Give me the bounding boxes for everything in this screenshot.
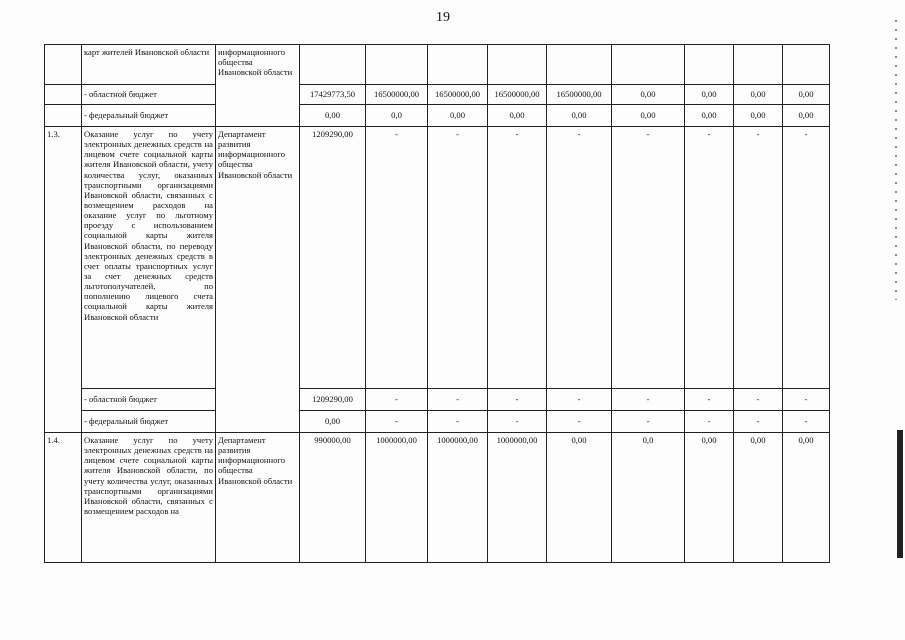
table-row: [45, 127, 830, 389]
value-cell: -: [488, 389, 547, 411]
row-number: 1.3.: [45, 127, 82, 433]
value-cell: -: [547, 127, 612, 389]
value-cell: -: [488, 127, 547, 389]
row-department: Департамент развития информационного общества Ивановской области: [216, 433, 300, 563]
value-cell: -: [685, 411, 734, 433]
table-row: [45, 45, 830, 85]
value-cell: -: [547, 411, 612, 433]
value-cell: -: [366, 389, 428, 411]
value-cell: -: [612, 389, 685, 411]
value-cell: 16500000,00: [366, 85, 428, 105]
value-cell: -: [734, 411, 783, 433]
value-cell: 0,00: [783, 85, 830, 105]
row-description: Оказание услуг по учету электронных денежных средств на лицевом счете социальной карты жителя Ивановской области, по учету количества услуг, оказанных транспортными организациями Ивановской области, связанных с возмещением расходов на: [82, 433, 216, 563]
table-row: [45, 411, 830, 433]
value-cell: 0,00: [685, 85, 734, 105]
row-number-cell: [45, 45, 82, 85]
value-cell: -: [783, 389, 830, 411]
value-cell: -: [428, 411, 488, 433]
value-cell: 16500000,00: [428, 85, 488, 105]
value-cell: 1000000,00: [488, 433, 547, 563]
value-cell: -: [612, 127, 685, 389]
value-cell: 1000000,00: [428, 433, 488, 563]
value-cell: 16500000,00: [547, 85, 612, 105]
value-cell: -: [366, 127, 428, 389]
source-label: - областной бюджет: [82, 85, 216, 105]
value-cell: 0,00: [300, 411, 366, 433]
row-department: Департамент развития информационного общества Ивановской области: [216, 127, 300, 433]
source-label: - федеральный бюджет: [82, 105, 216, 127]
table-row: [45, 105, 830, 127]
row-description: Оказание услуг по учету электронных денежных средств на лицевом счете социальной карты жителя Ивановской области, учету количества услуг, оказанных транспортными организациями Ивановской области, связанных с возмещением расходов на оказание услуг по льготному проезду с использованием социальной карты жителя Ивановской области, по переводу электронных денежных средств в счет оплаты транспортных услуг за счет денежных средств льготополучателей, по пополнению лицевого счета социальной карты жителя Ивановской области: [82, 127, 216, 389]
table-row: [45, 433, 830, 563]
value-cell: 0,00: [428, 105, 488, 127]
value-cell: 0,00: [734, 85, 783, 105]
value-cell: 1209290,00: [300, 389, 366, 411]
value-cell: 0,00: [783, 105, 830, 127]
value-cell: 17429773,50: [300, 85, 366, 105]
row-number: 1.4.: [45, 433, 82, 563]
source-label: - федеральный бюджет: [82, 411, 216, 433]
value-cell: -: [547, 389, 612, 411]
scan-dots: [895, 20, 897, 300]
source-label: - областной бюджет: [82, 389, 216, 411]
value-cell: 0,00: [612, 85, 685, 105]
value-cell: -: [734, 127, 783, 389]
value-cell: 0,00: [685, 105, 734, 127]
value-cell: -: [783, 127, 830, 389]
value-cell: -: [685, 127, 734, 389]
value-cell: 0,00: [734, 105, 783, 127]
table-row: [45, 389, 830, 411]
value-cell: 0,00: [547, 433, 612, 563]
value-cell: -: [428, 389, 488, 411]
scan-edge-marks: [891, 0, 905, 640]
value-cell: -: [428, 127, 488, 389]
value-cell: 0,00: [783, 433, 830, 563]
value-cell: -: [612, 411, 685, 433]
value-cell: -: [488, 411, 547, 433]
value-cell: -: [734, 389, 783, 411]
value-cell: 1000000,00: [366, 433, 428, 563]
value-cell: 0,00: [488, 105, 547, 127]
page-number: 19: [436, 10, 450, 25]
value-cell: 0,00: [300, 105, 366, 127]
value-cell: 0,0: [366, 105, 428, 127]
row-department: информационного общества Ивановской области: [216, 45, 300, 127]
row-description: карт жителей Ивановской области: [82, 45, 216, 85]
value-cell: 0,00: [612, 105, 685, 127]
value-cell: 0,0: [612, 433, 685, 563]
value-cell: 990000,00: [300, 433, 366, 563]
value-cell: 0,00: [685, 433, 734, 563]
value-cell: -: [685, 389, 734, 411]
table-row: [45, 85, 830, 105]
budget-table: [44, 44, 830, 563]
value-cell: 0,00: [547, 105, 612, 127]
value-cell: -: [783, 411, 830, 433]
value-cell: -: [366, 411, 428, 433]
value-cell: 16500000,00: [488, 85, 547, 105]
value-cell: 0,00: [734, 433, 783, 563]
value-cell: 1209290,00: [300, 127, 366, 389]
scan-bar: [897, 430, 903, 558]
